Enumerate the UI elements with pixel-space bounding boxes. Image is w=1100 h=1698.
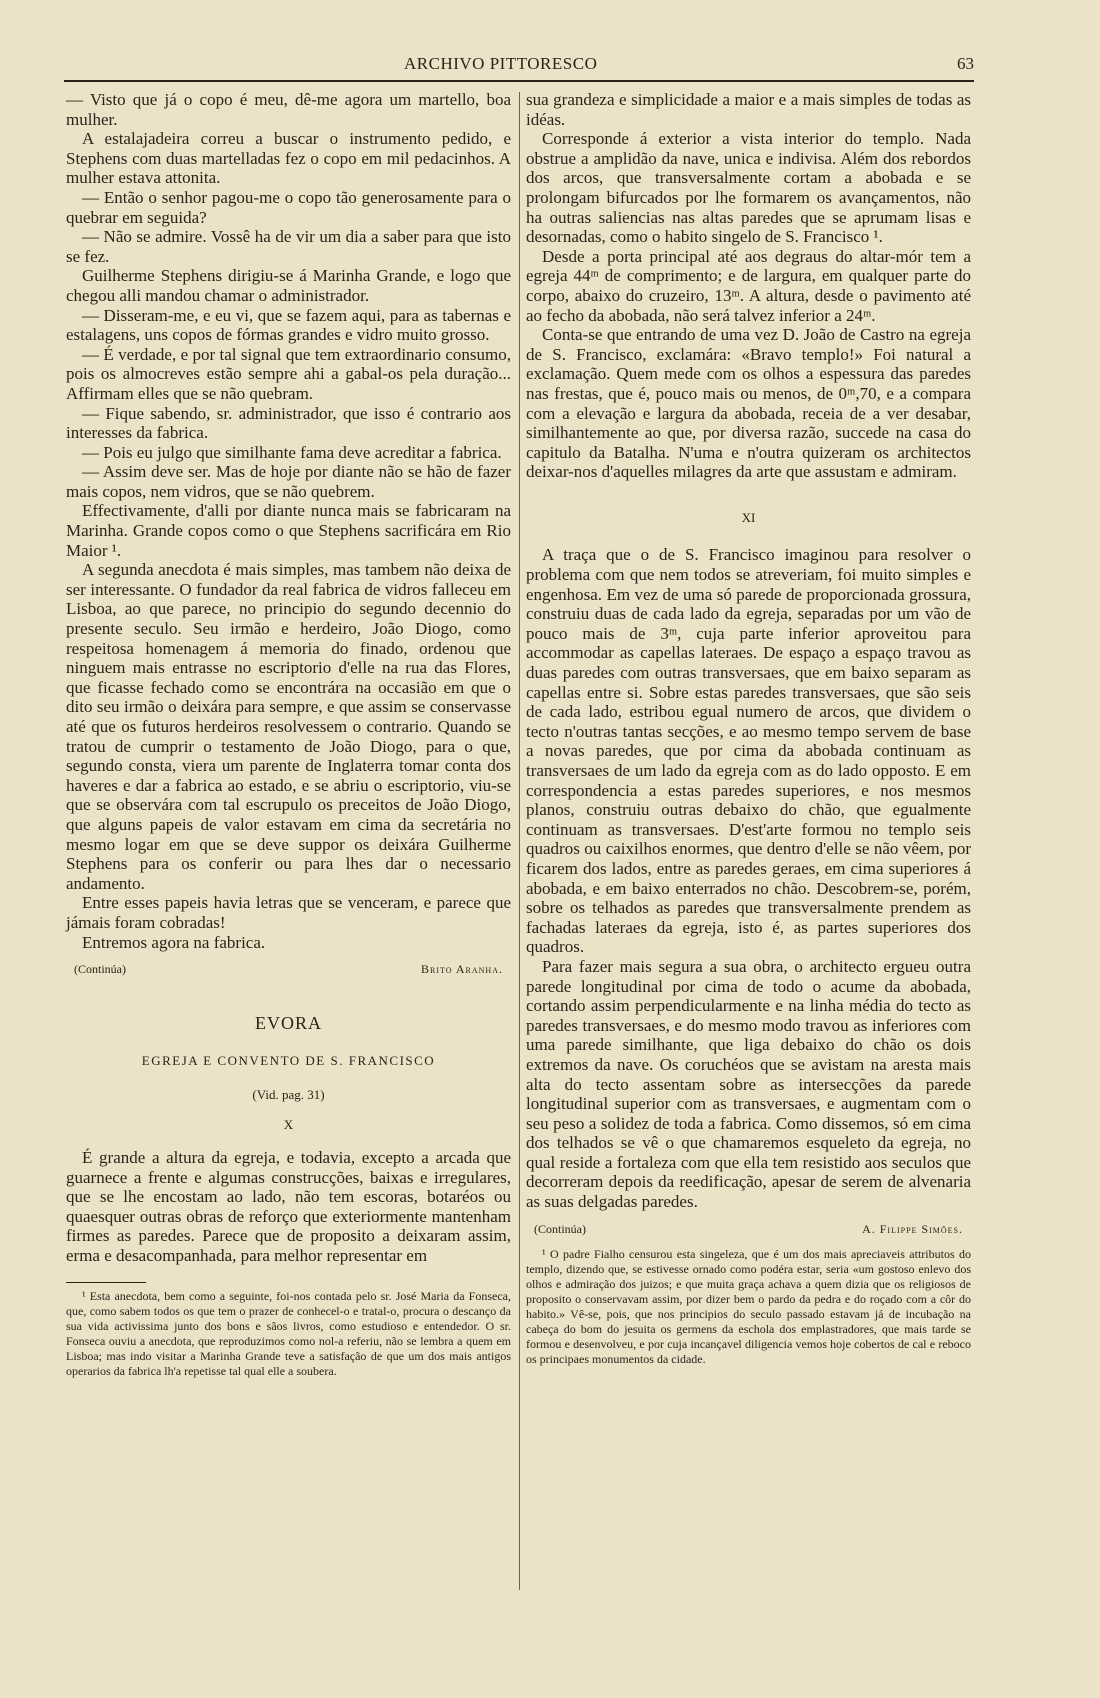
paragraph: — Não se admire. Vossê ha de vir um dia a saber para que isto se fez.: [66, 227, 511, 266]
paragraph: Entre esses papeis havia letras que se venceram, e parece que jámais foram cobradas!: [66, 893, 511, 932]
section-reference: (Vid. pag. 31): [252, 1086, 325, 1102]
paragraph: — Então o senhor pagou-me o copo tão generosamente para o quebrar em seguida?: [66, 187, 511, 227]
author-signature: A. Filippe Simões.: [862, 1221, 963, 1236]
continuation-line: [74, 960, 503, 980]
chapter-number: X: [283, 1116, 294, 1132]
author-signature: Brito Aranha.: [421, 962, 503, 977]
paragraph: — É verdade, e por tal signal que tem extraordinario consumo, pois os almocreves estão sempre ahi a gabal-os pela duração... Affirmam elles que se não quebram.: [66, 344, 511, 403]
chapter-number: XI: [741, 509, 756, 525]
footnote: ¹ Esta anecdota, bem como a seguinte, foi-nos contada pelo sr. José Maria da Fonseca, que, como sabem todos os que tem o prazer de conhecel-o e tratal-o, procura o descanço da sua vida activissima junto dos bons e sãos livros, como estudioso e entendedor. O sr. Fonseca ouviu a anecdota, que reproduzimos como nol-a referiu, não se lembra a quem em Lisboa; mas indo visitar a Marinha Grande teve a satisfação de que um dos mais antigos operarios da fabrica lh'a repetisse tal qual elle a soubera.: [66, 1288, 511, 1378]
paragraph: Conta-se que entrando de uma vez D. João de Castro na egreja de S. Francisco, exclamára: «Bravo templo!» Foi natural a exclamação. Quem mede com os olhos a espessura das paredes nas frestas, que é, pouco mais ou menos, de 0ᵐ,70, e a compara com a elevação e largura da abobada, receia de a ver desabar, similhantemente ao que, por diversa razão, succede na casa do capitulo da Batalha. N'uma e n'outra quizeram os architectos deixar-nos d'aquelles milagres da arte que assustam e admiram.: [526, 325, 971, 482]
footnote-rule: [66, 1282, 146, 1283]
continua-label: (Continúa): [74, 962, 126, 977]
paragraph: Effectivamente, d'alli por diante nunca mais se fabricaram na Marinha. Grande copos como o que Stephens sacrificára em Rio Maior ¹.: [66, 501, 511, 560]
paragraph: Para fazer mais segura a sua obra, o architecto ergueu outra parede longitudinal por cima de todo o acume da abobada, cortando assim perpendicularmente e na linha média do tecto as paredes transversaes, e do mesmo modo travou as inferiores com uma parede similhante, que liga debaixo do chão os dois extremos da nave. Os coruchéos que se avistam na aresta mais alta do tecto assentam sobre as intersecções da parede longitudinal superior com as transversaes, e augmentam com o seu peso a solidez de toda a fabrica. Como dissemos, só em cima dos telhados se vê o que chamaremos esqueleto da egreja, no qual reside a fortaleza com que ella tem resistido aos seculos que decorreram depois da reedificação, apesar de serem de alvenaria as suas delgadas paredes.: [526, 956, 971, 1212]
page-header: [64, 50, 974, 78]
paragraph: Corresponde á exterior a vista interior do templo. Nada obstrue a amplidão da nave, unica e indivisa. Além dos rebordos dos arcos, que transversalmente cortam a abobada e se prolongam bifurcados por lhe formarem os avançamentos, não ha outras saliencias nas altas paredes que se aprumam lisas e desornadas, como o habito singelo de S. Francisco ¹.: [526, 129, 971, 247]
left-column: [66, 90, 511, 1379]
paragraph: — Disseram-me, e eu vi, que se fazem aqui, para as tabernas e estalagens, uns copos de fórmas grandes e vidro muito grosso.: [66, 305, 511, 345]
journal-title: ARCHIVO PITTORESCO: [404, 54, 598, 73]
paragraph: A estalajadeira correu a buscar o instrumento pedido, e Stephens com duas martelladas fez o copo em mil pedacinhos. A mulher estava attonita.: [66, 129, 511, 188]
paragraph: — Pois eu julgo que similhante fama deve acreditar a fabrica.: [82, 442, 502, 462]
paragraph: É grande a altura da egreja, e todavia, excepto a arcada que guarnece a frente e algumas construcções, baixas e irregulares, que se lhe encostam ao lado, não tem escoras, botaréos ou quaesquer outras obras de reforço que exteriormente mantenham firmes as paredes. Parece que de proposito a deixaram assim, erma e desacompanhada, para melhor representar em: [66, 1148, 511, 1266]
section-title: EVORA: [255, 1012, 322, 1033]
paragraph: Entremos agora na fabrica.: [82, 932, 266, 952]
section-subtitle: EGREJA E CONVENTO DE S. FRANCISCO: [141, 1053, 436, 1069]
paragraph: — Fique sabendo, sr. administrador, que isso é contrario aos interesses da fabrica.: [66, 403, 511, 443]
column-divider: [519, 92, 520, 1590]
page-number: 63: [957, 54, 974, 73]
continua-label: (Continúa): [534, 1221, 586, 1236]
paragraph: — Assim deve ser. Mas de hoje por diante não se hão de fazer mais copos, nem vidros, que se não quebrem.: [66, 462, 511, 501]
paragraph: Guilherme Stephens dirigiu-se á Marinha Grande, e logo que chegou alli mandou chamar o administrador.: [66, 266, 511, 305]
continuation-line: [534, 1220, 963, 1240]
paragraph: A traça que o de S. Francisco imaginou para resolver o problema com que nem todos se atreveriam, foi muito simples e engenhosa. Em vez de uma só parede de proporcionada grossura, construiu duas de cada lado da egreja, separadas por um vão de pouco mais de 3ᵐ, cuja parte inferior aproveitou para accommodar as capellas lateraes. De espaço a espaço travou as duas paredes com outras transversaes, que em baixo separam as capellas entre si. Sobre estas paredes transversaes, que são seis de cada lado, estribou egual numero de arcos, que dividem o tecto n'outras tantas secções, e ao mesmo tempo servem de base a novas paredes, que por cima da abobada continuam as transversaes de um lado da egreja com as do lado opposto. E em correspondencia a estas paredes superiores, e nos mesmos planos, construiu outras debaixo do chão, que egualmente continuam as transversaes. D'est'arte formou no templo seis quadros ou caixilhos enormes, que dentro d'elle se não vêem, por ficarem dos lados, entre as paredes geraes, em cima superiores á abobada, e em baixo enterrados no chão. Descobrem-se, porém, sobre os telhados as paredes que transversalmente prendem as fachadas lateraes da egreja, isto é, as partes superiores dos quadros.: [526, 545, 971, 957]
right-column: [526, 90, 971, 1367]
paragraph: — Visto que já o copo é meu, dê-me agora um martello, boa mulher.: [66, 90, 511, 129]
paragraph: Desde a porta principal até aos degraus do altar-mór tem a egreja 44ᵐ de comprimento; e de largura, em qualquer parte do corpo, abaixo do cruzeiro, 13ᵐ. A altura, desde o pavimento até ao fecho da abobada, não será talvez inferior a 24ᵐ.: [526, 246, 971, 325]
header-rule: [64, 80, 974, 82]
footnote: ¹ O padre Fialho censurou esta singeleza, que é um dos mais apreciaveis attributos do templo, dizendo que, se estivesse ornado como podéra estar, seria «um gostoso enlevo dos olhos e admiração dos juizos; e que muita graça achava a quem dizia que os religiosos de proposito o conservavam assim, por dizer bem o pardo da pedra e do roçado com a côr do habito.» Vê-se, pois, que nos principios do seculo passado estavam já de incubação na cabeça do bom do jesuita os germens da escholа dos emplastradores, que mais tarde se formou e desenvolveu, e por cuja incançavel diligencia vemos hoje cobertos de cal e reboco os principaes monumentos da cidade.: [526, 1247, 971, 1367]
paragraph: sua grandeza e simplicidade a maior e a mais simples de todas as idéas.: [526, 90, 971, 129]
paragraph: A segunda anecdota é mais simples, mas tambem não deixa de ser interessante. O fundador da real fabrica de vidros falleceu em Lisboa, ao que parece, no principio do segundo decennio do presente seculo. Seu irmão e herdeiro, João Diogo, como respeitosa homenagem á memoria do finado, ordenou que ninguem mais entrasse no escriptorio d'elle na rua das Flores, que ficasse fechado como se encontrára na occasião em que o dito seu irmão o deixára para sempre, e que assim se conservasse até que os futuros herdeiros resolvessem o contrario. Quando se tratou de cumprir o testamento de João Diogo, para o que, segundo consta, viera um parente de Inglaterra tomar conta dos haveres e dar a fabrica ao estado, e se abriu o escriptorio, viu-se que se observára com tal escrupulo os preceitos de João Diogo, que alguns papeis de valor estavam em cima da secretária no mesmo logar em que se deve suppor os deixára Guilherme Stephens para os conferir ou para lhes dar o necessario andamento.: [66, 560, 511, 893]
